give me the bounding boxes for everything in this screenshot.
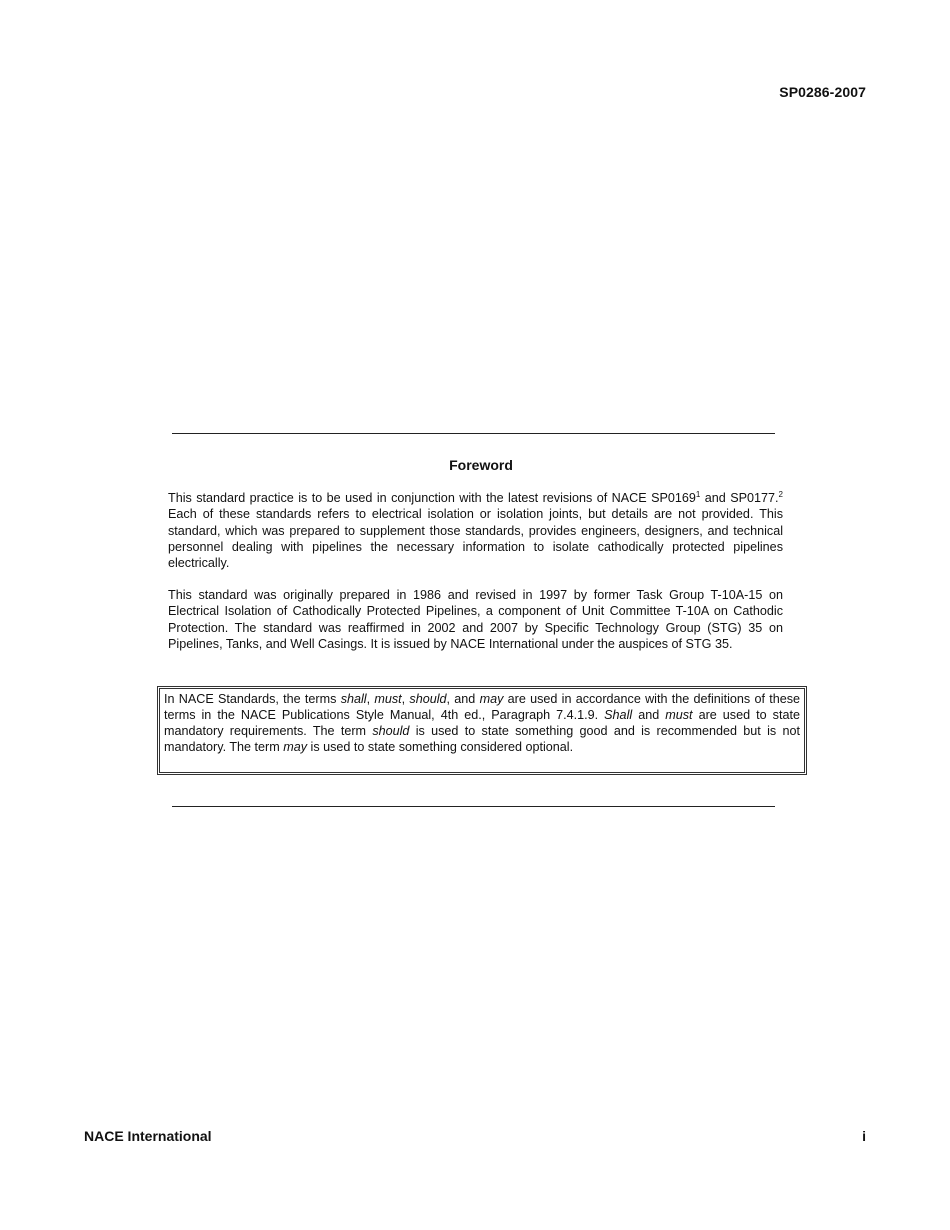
foreword-paragraph-2: This standard was originally prepared in 1986 and revised in 1997 by former Task Group T-10A-15 on Electrical Isolation of Cathodically Protected Pipelines, a component of Unit Committee T-10A on Cathodic Protection. The standard was reaffirmed in 2002 and 2007 by Specific Technology Group (STG) 35 on Pipelines, Tanks, and Well Casings. It is issued by NACE International under the auspices of STG 35. <box>168 588 783 651</box>
footnote-ref-2: 2 <box>778 490 783 499</box>
terms-text: is used to state something good and is recommended but is not mandatory. The term <box>164 724 800 755</box>
terms-text: are used to state mandatory requirements. The term <box>164 708 800 739</box>
terms-text: , <box>401 692 410 706</box>
term-may: may <box>479 692 504 706</box>
footnote-ref-1: 1 <box>695 490 701 499</box>
bottom-divider <box>172 806 775 807</box>
term-must: must <box>665 708 693 723</box>
terms-text: are used in accordance with the definitions of these terms in the NACE Publications Style Manual, 4th ed., Paragraph 7.4.1.9. <box>164 692 801 723</box>
page-number: i <box>862 1128 866 1144</box>
para1-text-c: Each of these standards refers to electrical isolation or isolation joints, but details are not provided. This standard, which was prepared to supplement those standards, provides engineers, designers, and technical personnel dealing with pipelines the necessary information to isolate cathodically protected pipelines electrically. <box>168 507 783 571</box>
terms-text: In NACE Standards, the terms <box>164 692 341 706</box>
term-shall-capitalized: Shall <box>604 708 633 723</box>
terms-text: , and <box>446 692 480 706</box>
terms-text: is used to state something considered optional. <box>307 740 574 755</box>
para1-text-a: This standard practice is to be used in conjunction with the latest revisions of NACE SP0169 <box>168 491 696 505</box>
terms-text: , <box>366 692 375 706</box>
term-may: may <box>283 740 308 755</box>
term-must: must <box>374 692 402 706</box>
term-should: should <box>409 692 447 706</box>
terms-text: and <box>632 708 666 723</box>
document-code: SP0286-2007 <box>779 84 866 100</box>
footer-publisher: NACE International <box>84 1128 212 1144</box>
foreword-paragraph-1 <box>168 490 783 571</box>
foreword-title: Foreword <box>449 457 513 473</box>
term-shall: shall <box>340 692 367 706</box>
terms-definition-box <box>157 686 807 775</box>
para1-text-b: and SP0177. <box>700 491 779 505</box>
term-should: should <box>372 724 410 739</box>
top-divider <box>172 433 775 434</box>
